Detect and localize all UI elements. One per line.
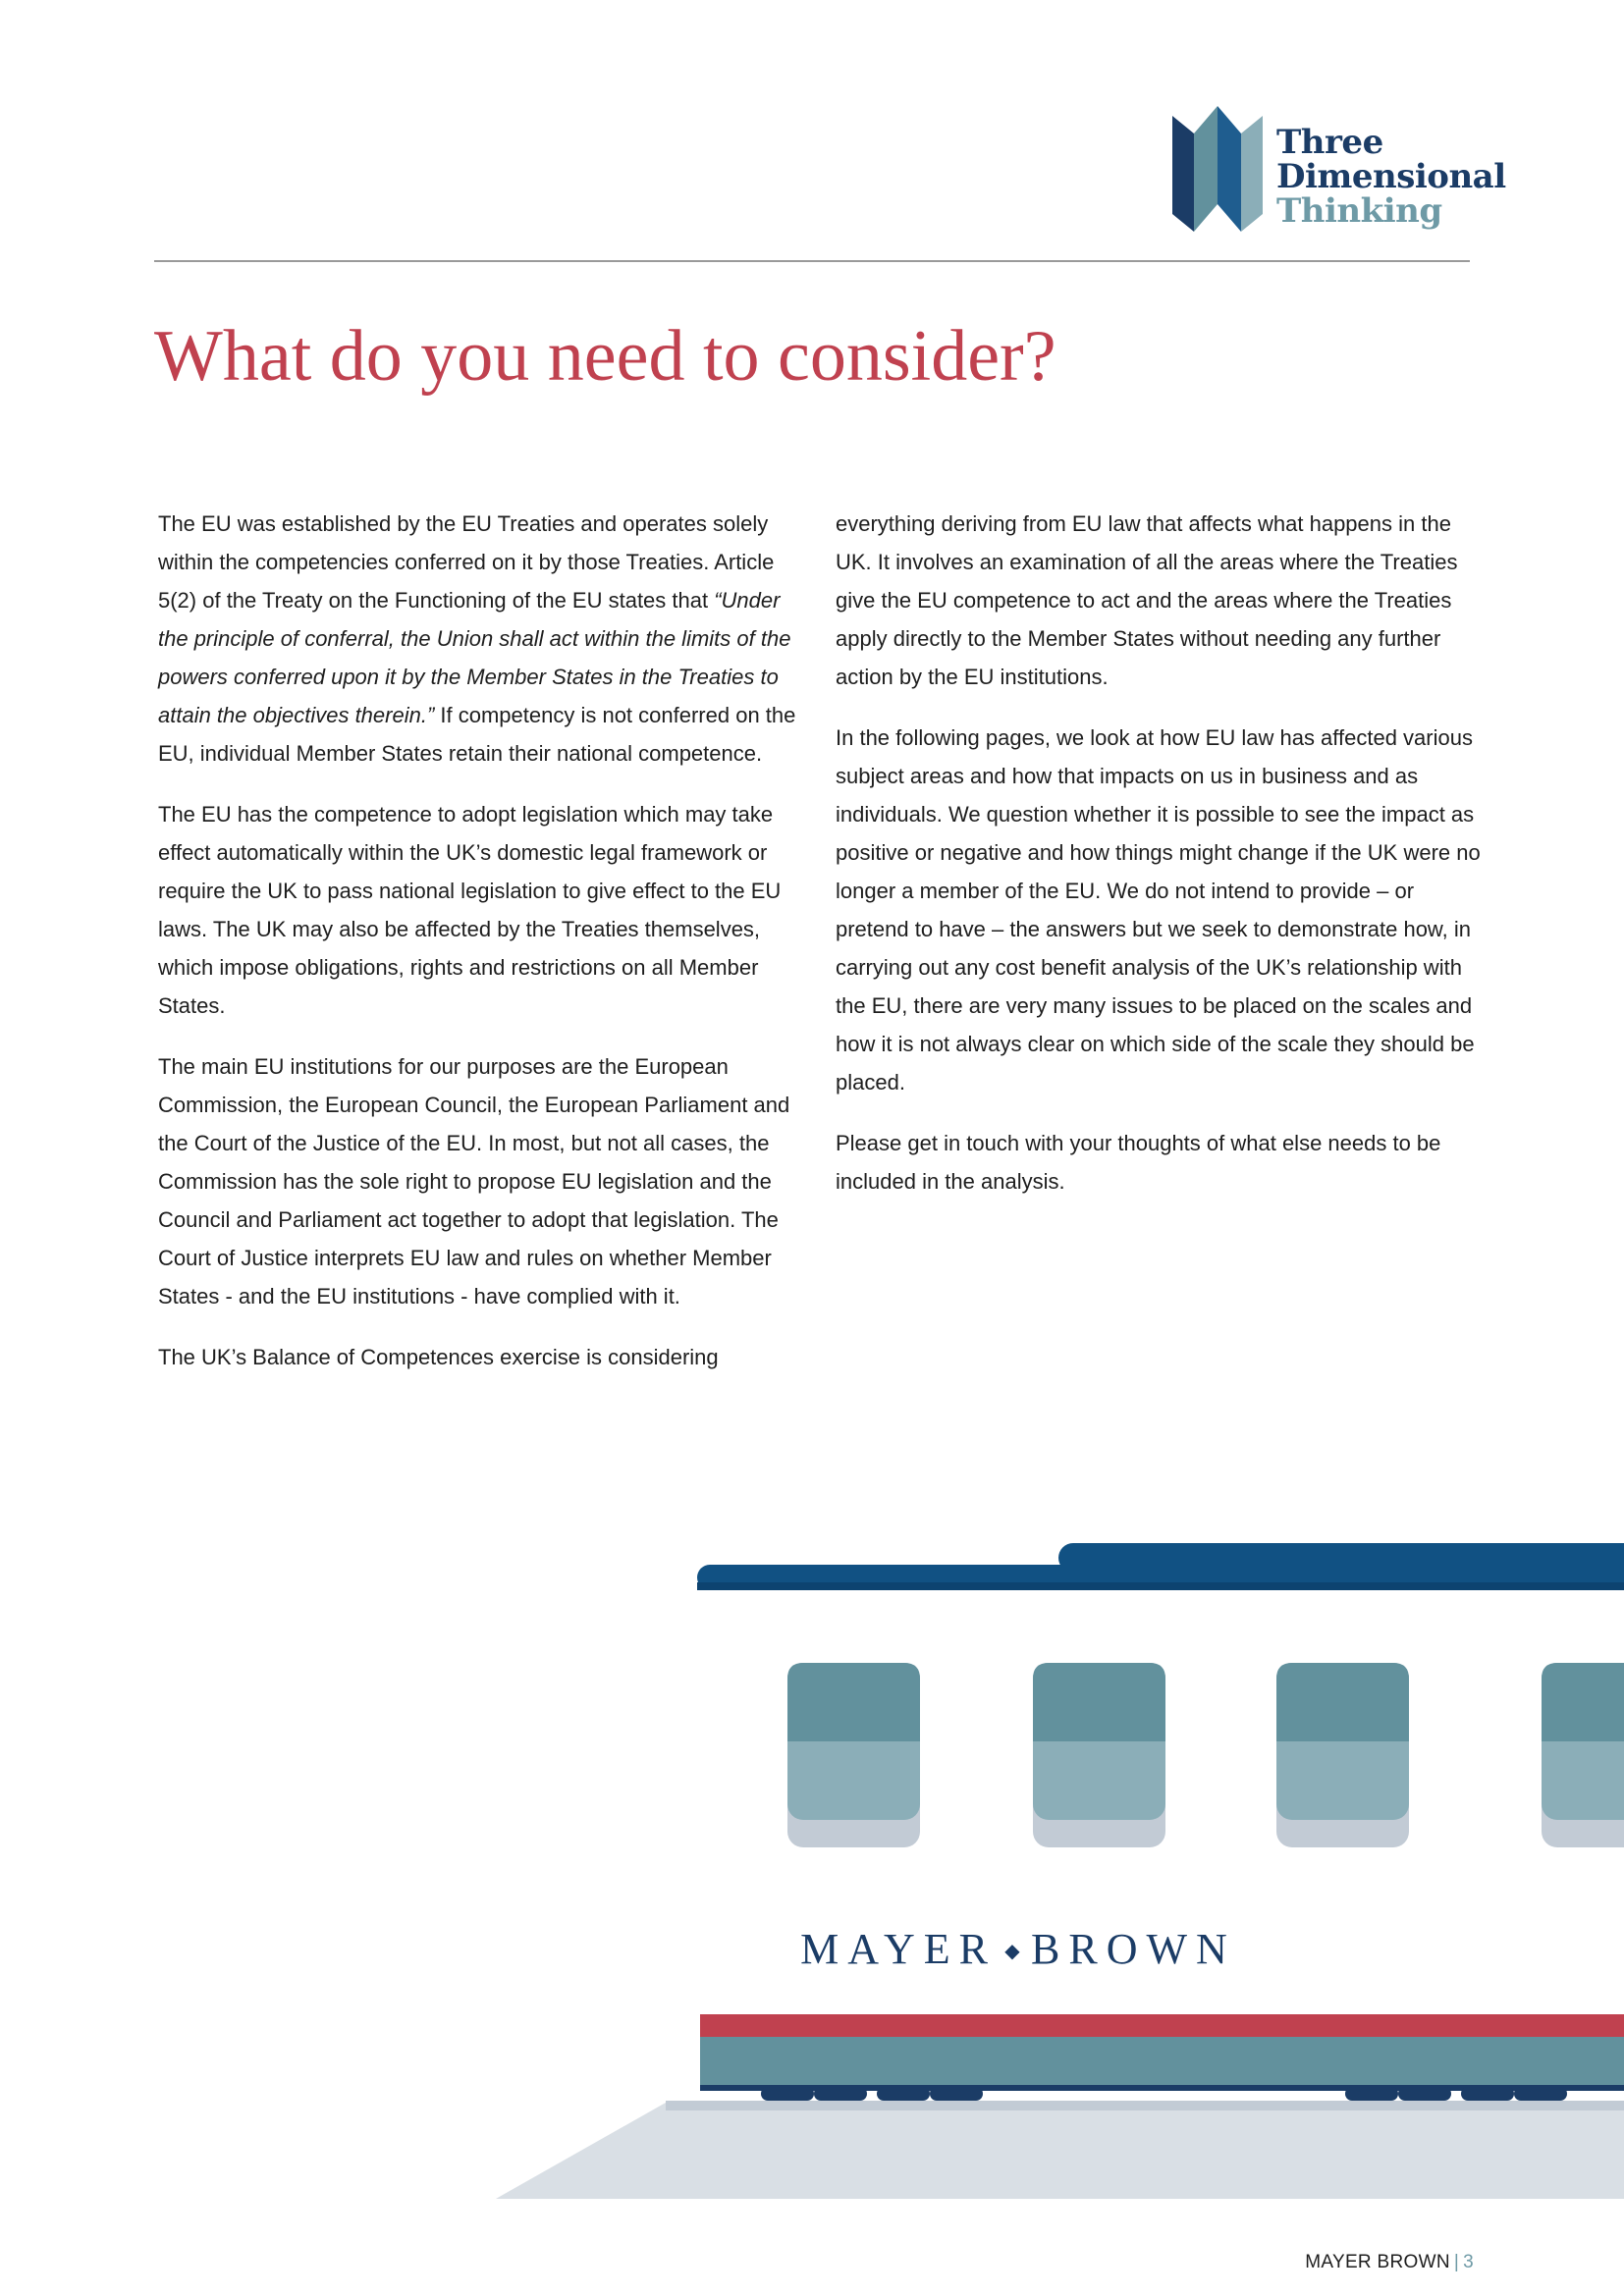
train-window — [787, 1663, 920, 1847]
train-red-stripe — [700, 2014, 1624, 2037]
paragraph-get-in-touch: Please get in touch with your thoughts of what else needs to be included in the analysis. — [836, 1131, 1441, 1194]
logo-line-1: Three — [1276, 123, 1383, 162]
brand-mayer: MAYER — [800, 1925, 997, 1973]
train-window — [1542, 1663, 1624, 1847]
train-illustration — [0, 1531, 1624, 2209]
right-column — [836, 505, 1484, 1223]
paragraph-treaties — [158, 505, 806, 773]
page-number: 3 — [1463, 2252, 1474, 2272]
paragraph-balance-intro: The UK’s Balance of Competences exercise is considering — [158, 1345, 719, 1369]
mayer-brown-train-brand — [800, 1925, 1236, 1973]
header-divider — [154, 260, 1470, 262]
paragraph-balance-continued: everything deriving from EU law that affects what happens in the UK. It involves an examination of all the areas where the Treaties give the EU competence to act and the areas where the Treaties apply directly to the Member States without needing any further action by the EU institutions. — [836, 511, 1458, 689]
paragraph-treaties-rest: If competency is not conferred on the EU, individual Member States retain their national competence. — [158, 703, 796, 766]
train-body-band — [700, 2037, 1624, 2088]
brand-brown: BROWN — [1031, 1925, 1236, 1973]
footer-brand: MAYER BROWN — [1305, 2252, 1450, 2272]
train-window — [1033, 1663, 1165, 1847]
logo-wordmark — [1276, 123, 1506, 231]
logo-line-2: Dimensional — [1276, 157, 1506, 196]
train-window — [1276, 1663, 1409, 1847]
paragraph-competence: The EU has the competence to adopt legislation which may take effect automatically within the UK’s domestic legal framework or require the UK to pass national legislation to give effect to the EU laws. The UK may also be affected by the Treaties themselves, which impose obligations, rights and restrictions on all Member States. — [158, 802, 782, 1018]
platform — [496, 2103, 1624, 2199]
train-roof-shade — [697, 1582, 1624, 1590]
page-title: What do you need to consider? — [154, 316, 1056, 397]
footer-separator: | — [1453, 2252, 1460, 2272]
paragraph-institutions: The main EU institutions for our purposes are the European Commission, the European Council, the European Parliament and the Court of the Justice of the EU. In most, but not all cases, the Commission has the sole right to propose EU legislation and the Council and Parliament act together to adopt that legislation. The Court of Justice interprets EU law and rules on whether Member States - and the EU institutions - have complied with it. — [158, 1054, 790, 1308]
platform-edge — [666, 2101, 1624, 2110]
paragraph-treaties-intro: The EU was established by the EU Treaties and operates solely within the competencies conferred on it by those Treaties. Article 5(2) of the Treaty on the Functioning of the EU states that — [158, 511, 775, 613]
brand-separator-icon: ◆ — [1004, 1941, 1020, 1962]
treaty-quote: “Under the principle of conferral, the Union shall act within the limits of the powers conferred upon it by the Member States in the Treaties to attain the objectives therein.” — [158, 588, 791, 727]
logo-mark-icon — [1168, 106, 1267, 232]
three-dimensional-thinking-logo — [1168, 106, 1506, 236]
paragraph-following-pages: In the following pages, we look at how EU law has affected various subject areas and how that impacts on us in business and as individuals. We question whether it is possible to see the impact as positive or negative and how things might change if the UK were no longer a member of the EU. We do not intend to provide – or pretend to have – the answers but we seek to demonstrate how, in carrying out any cost benefit analysis of the UK’s relationship with the EU, there are very many issues to be placed on the scales and how it is not always clear on which side of the scale they should be placed. — [836, 725, 1481, 1095]
logo-line-3: Thinking — [1276, 191, 1442, 231]
page-footer — [1305, 2252, 1474, 2273]
left-column — [158, 505, 806, 1399]
